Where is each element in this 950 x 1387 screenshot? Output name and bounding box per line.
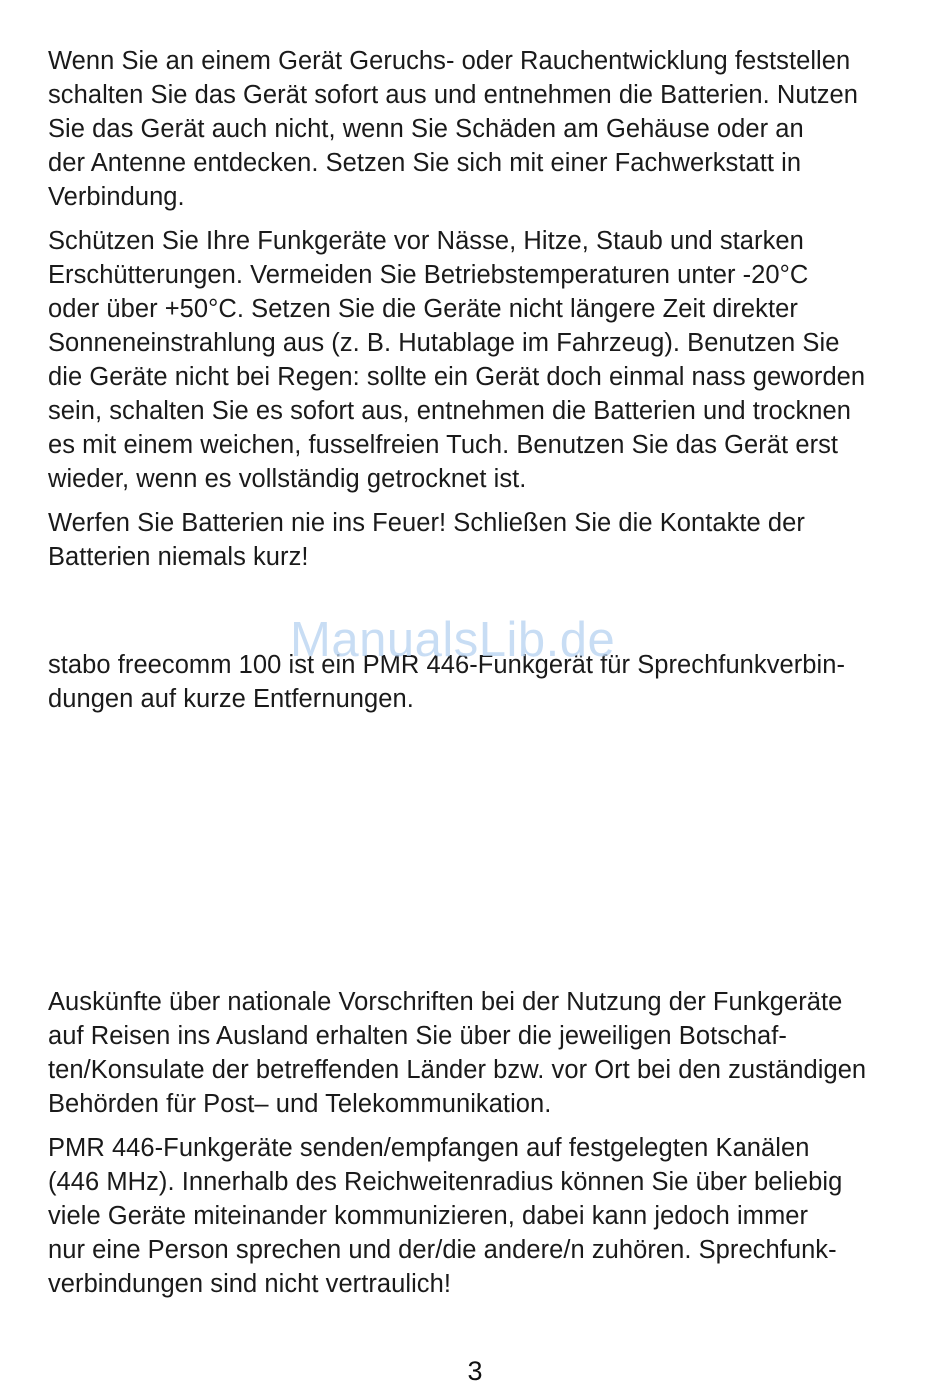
- text-line: nur eine Person sprechen und der/die andere/n zuhören. Sprechfunk-: [48, 1236, 837, 1264]
- pmr-paragraph: [48, 1131, 918, 1301]
- text-line: PMR 446-Funkgeräte senden/empfangen auf festgelegten Kanälen: [48, 1134, 810, 1162]
- text-line: Sonneneinstrahlung aus (z. B. Hutablage im Fahrzeug). Benutzen Sie: [48, 329, 840, 357]
- text-line: Schützen Sie Ihre Funkgeräte vor Nässe, Hitze, Staub und starken: [48, 227, 804, 255]
- text-line: verbindungen sind nicht vertraulich!: [48, 1270, 451, 1298]
- text-line: Erschütterungen. Vermeiden Sie Betriebstemperaturen unter -20°C: [48, 261, 809, 289]
- safety-paragraph-smoke: [48, 44, 918, 214]
- text-line: der Antenne entdecken. Setzen Sie sich mit einer Fachwerkstatt in: [48, 149, 802, 177]
- text-line: stabo freecomm 100 ist ein PMR 446-Funkgerät für Sprechfunkverbin-: [48, 651, 845, 679]
- text-line: schalten Sie das Gerät sofort aus und entnehmen die Batterien. Nutzen: [48, 81, 859, 109]
- safety-paragraph-batteries: [48, 506, 918, 574]
- text-line: Batterien niemals kurz!: [48, 543, 309, 571]
- text-line: auf Reisen ins Ausland erhalten Sie über die jeweiligen Botschaf-: [48, 1022, 787, 1050]
- text-line: oder über +50°C. Setzen Sie die Geräte nicht längere Zeit direkter: [48, 295, 798, 323]
- text-line: dungen auf kurze Entfernungen.: [48, 685, 414, 713]
- safety-paragraph-weather: [48, 224, 918, 496]
- text-line: Sie das Gerät auch nicht, wenn Sie Schäden am Gehäuse oder an: [48, 115, 804, 143]
- text-line: Auskünfte über nationale Vorschriften bei der Nutzung der Funkgeräte: [48, 988, 843, 1016]
- watermark-logo: ManualsLib.de: [290, 613, 616, 667]
- text-line: wieder, wenn es vollständig getrocknet ist.: [48, 465, 527, 493]
- text-line: viele Geräte miteinander kommunizieren, dabei kann jedoch immer: [48, 1202, 809, 1230]
- text-line: Wenn Sie an einem Gerät Geruchs- oder Rauchentwicklung feststellen: [48, 47, 851, 75]
- text-line: es mit einem weichen, fusselfreien Tuch. Benutzen Sie das Gerät erst: [48, 431, 839, 459]
- regulations-paragraph: [48, 985, 918, 1121]
- text-line: (446 MHz). Innerhalb des Reichweitenradius können Sie über beliebig: [48, 1168, 843, 1196]
- text-line: Werfen Sie Batterien nie ins Feuer! Schließen Sie die Kontakte der: [48, 509, 805, 537]
- text-line: sein, schalten Sie es sofort aus, entnehmen die Batterien und trocknen: [48, 397, 851, 425]
- page-number: 3: [467, 1356, 483, 1386]
- text-line: die Geräte nicht bei Regen: sollte ein Gerät doch einmal nass geworden: [48, 363, 866, 391]
- text-line: Verbindung.: [48, 183, 185, 211]
- text-line: ten/Konsulate der betreffenden Länder bzw. vor Ort bei den zuständigen: [48, 1056, 867, 1084]
- text-line: Behörden für Post– und Telekommunikation.: [48, 1090, 552, 1118]
